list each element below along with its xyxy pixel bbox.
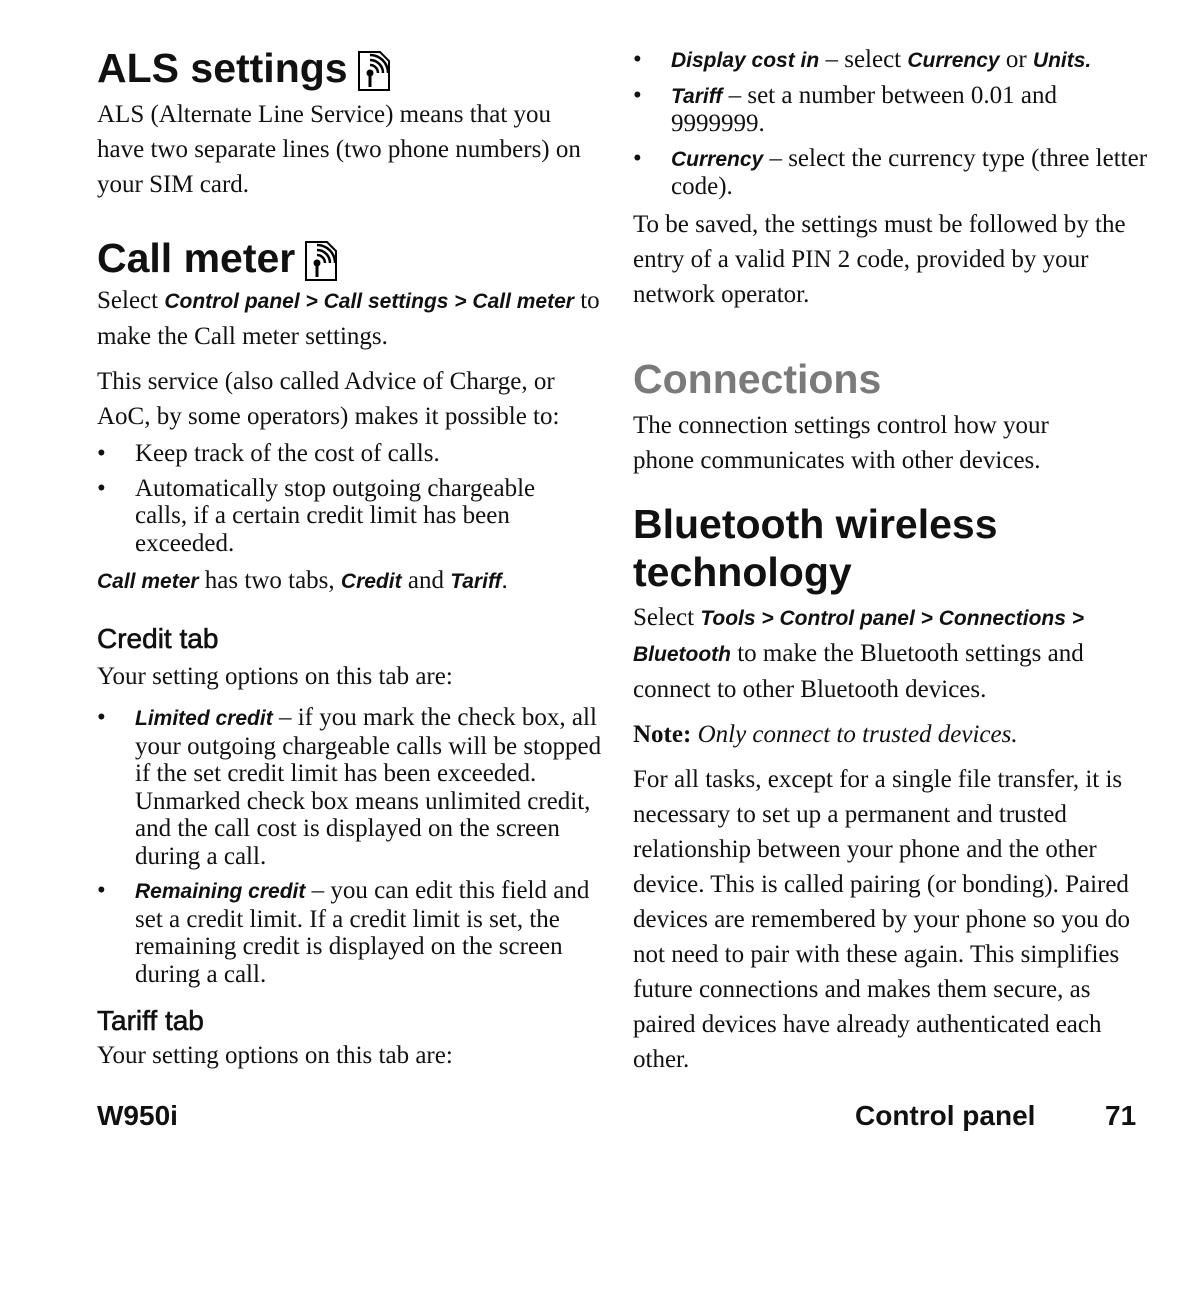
als-heading: ALS settings xyxy=(97,44,607,92)
page-number: 71 xyxy=(1105,1100,1137,1131)
list-item: • Remaining credit – you can edit this field and set a credit limit. If a credit limit is set, the remaining credit is displayed on the screen during a call. xyxy=(97,877,607,988)
call-meter-heading: Call meter xyxy=(97,234,607,282)
call-meter-section xyxy=(97,234,607,599)
tariff-tab-heading: Tariff tab xyxy=(97,1005,204,1036)
connections-heading: Connections xyxy=(633,356,882,402)
list-item: • Keep track of the cost of calls. xyxy=(97,440,607,468)
credit-intro: Your setting options on this tab are: xyxy=(97,663,453,690)
tariff-bullets xyxy=(633,46,1148,201)
operator-service-icon xyxy=(358,51,390,91)
connections-section xyxy=(633,355,1148,478)
tariff-tab-section xyxy=(97,1004,607,1073)
bluetooth-section xyxy=(633,500,1148,1077)
bluetooth-heading: Bluetooth wireless technology xyxy=(633,501,998,595)
call-meter-tabs-text: Call meter has two tabs, Credit and Tariff. xyxy=(97,567,508,594)
list-item: • Limited credit – if you mark the check box, all your outgoing chargeable calls will be stopped if the set credit limit has been exceeded. Unmarked check box means unlimited credit, and the call cost is displayed on the screen during a call. xyxy=(97,704,607,870)
als-section xyxy=(97,44,607,202)
pairing-text: For all tasks, except for a single file transfer, it is necessary to set up a permanent and trusted relationship between your phone and the other device. This is called pairing (or bonding). Paired devices are remembered by your phone so you do not need to pair with these again. This simplifies future connections and makes them secure, as paired devices have already authenticated each other. xyxy=(633,766,1131,1073)
credit-tab-section xyxy=(97,622,607,988)
list-item: • Automatically stop outgoing chargeable calls, if a certain credit limit has been exceeded. xyxy=(97,475,585,558)
call-meter-path-text: Select Control panel > Call settings > Call meter to make the Call meter settings. xyxy=(97,287,600,350)
tariff-options xyxy=(633,46,1148,312)
tariff-intro: Your setting options on this tab are: xyxy=(97,1042,453,1069)
call-meter-bullets xyxy=(97,440,607,557)
operator-service-icon xyxy=(305,241,337,281)
credit-bullets xyxy=(97,704,607,988)
note: Note: Only connect to trusted devices. xyxy=(633,721,1018,748)
list-item: • Currency – select the currency type (three letter code). xyxy=(633,145,1148,201)
call-meter-service-text: This service (also called Advice of Charge, or AoC, by some operators) makes it possible to: xyxy=(97,368,560,430)
footer-section: Control panel xyxy=(855,1100,1036,1131)
list-item: • Tariff – set a number between 0.01 and 9999999. xyxy=(633,82,1148,138)
credit-tab-heading: Credit tab xyxy=(97,623,219,654)
list-item: • Display cost in – select Currency or Units. xyxy=(633,46,1148,75)
als-description: ALS (Alternate Line Service) means that you have two separate lines (two phone numbers) on your SIM card. xyxy=(97,101,581,198)
bluetooth-path-text: Select Tools > Control panel > Connections > Bluetooth to make the Bluetooth settings and connect to other Bluetooth devices. xyxy=(633,604,1085,703)
footer-model: W950i xyxy=(97,1100,178,1131)
pin-text: To be saved, the settings must be followed by the entry of a valid PIN 2 code, provided by your network operator. xyxy=(633,210,1126,308)
connections-text: The connection settings control how your phone communicates with other devices. xyxy=(633,412,1049,474)
